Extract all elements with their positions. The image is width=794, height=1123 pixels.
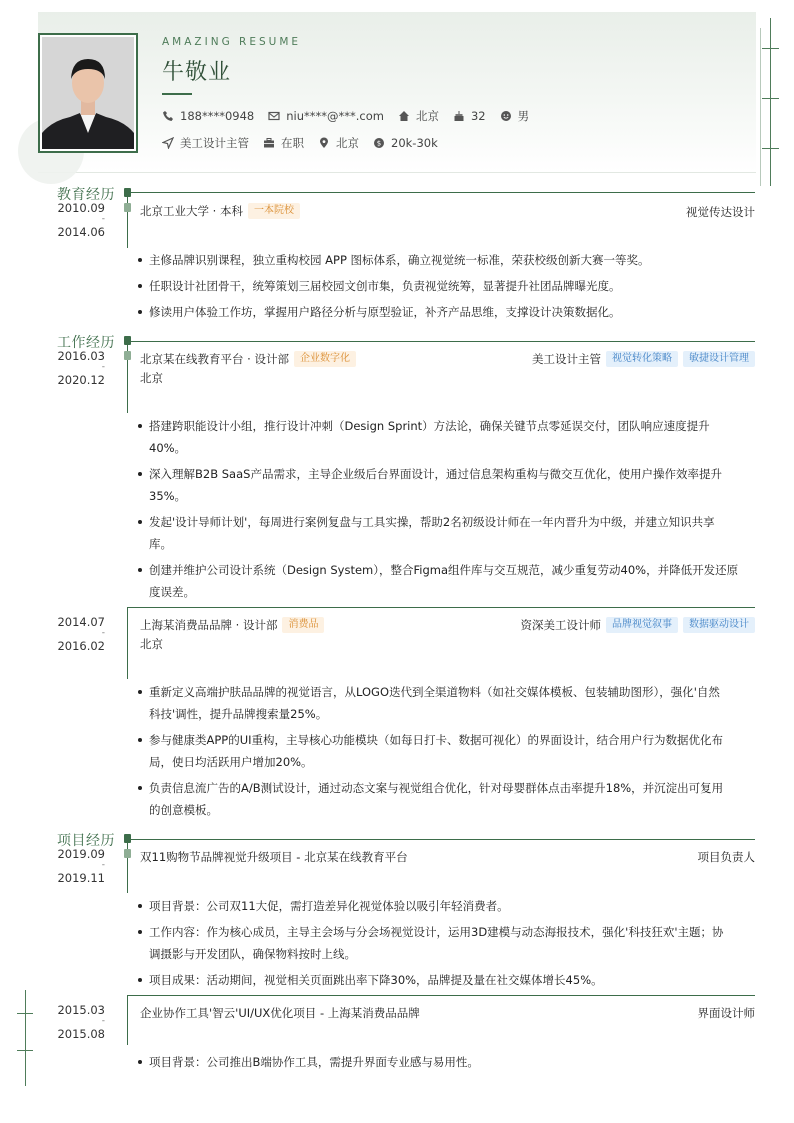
bullet-line: 工作内容：作为核心成员，主导主会场与分会场视觉设计，运用3D建模与动态海报技术，强化'科技狂欢'主题；协 <box>149 925 724 939</box>
work1-end-date: 2020.12 <box>57 373 105 387</box>
intent-city <box>318 135 359 151</box>
work2-end-date: 2016.02 <box>57 639 105 653</box>
cake-icon <box>453 110 465 122</box>
work1-bullets <box>138 415 749 603</box>
list-item <box>138 921 749 965</box>
intent-city-text: 北京 <box>336 136 359 150</box>
phone-icon <box>162 110 174 122</box>
city-text: 北京 <box>415 109 439 123</box>
section-marker <box>124 188 131 197</box>
timeline-line <box>127 995 128 1045</box>
mail-icon <box>268 110 280 122</box>
work2-position: 资深美工设计师 <box>520 618 601 632</box>
work1-position: 美工设计主管 <box>532 352 601 366</box>
entry-divider <box>128 995 755 996</box>
intent-status-text: 在职 <box>281 136 304 150</box>
list-item: 修读用户体验工作坊，掌握用户路径分析与原型验证，补齐产品思维，支撑设计决策数据化。 <box>138 301 749 327</box>
bullet-line: 的创意模板。 <box>149 803 218 817</box>
list-item: 项目成果：活动期间，视觉相关页面跳出率下降30%，品牌提及量在社交媒体增长45%。 <box>138 969 749 991</box>
contact-email <box>268 109 384 123</box>
contact-city <box>398 108 439 124</box>
intent-status <box>263 135 304 151</box>
svg-text:$: $ <box>376 139 382 148</box>
work2-skill-tag: 数据驱动设计 <box>683 617 755 633</box>
list-item <box>138 681 749 725</box>
bullet-line: 参与健康类APP的UI重构，主导核心功能模块（如每日打卡、数据可视化）的界面设计，结合用户行为数据优化布 <box>149 733 724 747</box>
intent-salary-text: 20k-30k <box>391 136 438 150</box>
job-intent-row <box>162 135 452 151</box>
bullet-line: 调摄影与开发团队，确保物料按时上线。 <box>149 947 356 961</box>
work1-skill-tag: 视觉转化策略 <box>606 351 678 367</box>
bullet-line: 35%。 <box>149 489 187 503</box>
proj1-end-date: 2019.11 <box>57 871 105 885</box>
smile-icon <box>500 110 512 122</box>
decor-tick-right <box>762 48 779 49</box>
decor-line-left <box>25 990 26 1086</box>
send-icon <box>162 137 174 149</box>
work1-industry-tag: 企业数字化 <box>294 351 356 367</box>
decor-tick-right <box>762 98 779 99</box>
contact-phone <box>162 109 254 123</box>
proj2-start-date: 2015.03 <box>57 1003 105 1017</box>
intent-salary <box>373 136 438 150</box>
edu-start-date: 2010.09 <box>57 201 105 215</box>
resume-tagline: AMAZING RESUME <box>162 36 302 48</box>
contact-gender <box>500 108 530 124</box>
entry-marker <box>124 203 131 212</box>
edu-school-line <box>140 203 300 219</box>
bullet-line: 深入理解B2B SaaS产品需求，主导企业级后台界面设计，通过信息架构重构与微交互优化，使用户操作效率提升 <box>149 467 722 481</box>
date-separator: - <box>101 628 105 638</box>
entry-divider <box>128 607 755 608</box>
work1-position-line <box>532 351 755 367</box>
bullet-line: 搭建跨职能设计小组，推行设计冲刺（Design Sprint）方法论，确保关键节点零延误交付，团队响应速度提升 <box>149 419 710 433</box>
bullet-line: 创建并维护公司设计系统（Design System），整合Figma组件库与交互规范，减少重复劳动40%，并降低开发还原 <box>149 563 739 577</box>
section-title-education: 教育经历 <box>57 187 115 203</box>
contact-row <box>162 108 543 124</box>
candidate-name: 牛敬业 <box>162 60 232 85</box>
decor-line-right-inner <box>760 28 761 186</box>
intent-position-text: 美工设计主管 <box>180 136 249 150</box>
age-text: 32 <box>470 109 486 123</box>
section-title-work: 工作经历 <box>57 335 115 351</box>
work2-company-line <box>140 617 324 633</box>
bullet-line: 科技'调性，提升品牌搜索量25%。 <box>149 707 328 721</box>
edu-major: 视觉传达设计 <box>686 205 755 219</box>
list-item <box>138 559 749 603</box>
date-separator: - <box>101 362 105 372</box>
section-marker <box>124 834 131 843</box>
work2-industry-tag: 消费品 <box>282 617 324 633</box>
contact-age <box>453 109 486 123</box>
proj1-bullets <box>138 895 749 991</box>
list-item <box>138 511 749 555</box>
list-item <box>138 777 749 821</box>
section-marker <box>124 336 131 345</box>
list-item <box>138 415 749 459</box>
bullet-line: 负责信息流广告的A/B测试设计，通过动态文案与视觉组合优化，针对母婴群体点击率提升18%，并沉淀出可复用 <box>149 781 724 795</box>
entry-marker <box>124 351 131 360</box>
list-item <box>138 463 749 507</box>
list-item: 项目背景：公司推出B端协作工具，需提升界面专业感与易用性。 <box>138 1051 749 1073</box>
section-divider <box>131 839 755 840</box>
work2-company: 上海某消费品品牌 · 设计部 <box>140 618 278 632</box>
section-divider <box>131 341 755 342</box>
edu-school: 北京工业大学 · 本科 <box>140 204 243 218</box>
timeline-line <box>127 607 128 679</box>
decor-tick-right <box>762 148 779 149</box>
list-item: 任职设计社团骨干，统筹策划三届校园文创市集，负责视觉统筹，显著提升社团品牌曝光度。 <box>138 275 749 301</box>
proj2-name: 企业协作工具'智云'UI/UX优化项目 - 上海某消费品品牌 <box>140 1006 420 1020</box>
phone-text: 188****0948 <box>180 109 255 123</box>
section-title-projects: 项目经历 <box>57 833 115 849</box>
edu-end-date: 2014.06 <box>57 225 105 239</box>
proj1-name: 双11购物节品牌视觉升级项目 - 北京某在线教育平台 <box>140 850 408 864</box>
section-divider <box>131 192 755 193</box>
coin-icon <box>373 137 385 149</box>
bullet-line: 重新定义高端护肤品品牌的视觉语言，从LOGO迭代到全渠道物料（如社交媒体模板、包装辅助图形），强化'自然 <box>149 685 720 699</box>
work2-skill-tag: 品牌视觉叙事 <box>606 617 678 633</box>
work1-company: 北京某在线教育平台 · 设计部 <box>140 352 289 366</box>
work1-start-date: 2016.03 <box>57 349 105 363</box>
work2-city: 北京 <box>140 637 163 651</box>
work2-start-date: 2014.07 <box>57 615 105 629</box>
work1-city: 北京 <box>140 371 163 385</box>
work1-company-line <box>140 351 356 367</box>
bullet-line: 发起'设计导师计划'，每周进行案例复盘与工具实操，帮助2名初级设计师在一年内晋升为中级，并建立知识共享 <box>149 515 715 529</box>
proj2-role: 界面设计师 <box>697 1006 755 1020</box>
home-icon <box>398 110 410 122</box>
bullet-line: 40%。 <box>149 441 187 455</box>
location-icon <box>318 137 330 149</box>
edu-school-tag: 一本院校 <box>248 203 300 219</box>
work1-skill-tag: 敏捷设计管理 <box>683 351 755 367</box>
bullet-line: 度误差。 <box>149 585 195 599</box>
work2-position-line <box>521 617 756 633</box>
decor-line-right <box>770 18 771 186</box>
bullet-line: 局，使日均活跃用户增加20%。 <box>149 755 313 769</box>
proj1-start-date: 2019.09 <box>57 847 105 861</box>
edu-bullets <box>138 249 749 327</box>
entry-marker <box>124 849 131 858</box>
list-item: 主修品牌识别课程，独立重构校园 APP 图标体系，确立视觉统一标准，荣获校级创新大赛一等奖。 <box>138 249 749 275</box>
date-separator: - <box>101 1016 105 1026</box>
proj2-end-date: 2015.08 <box>57 1027 105 1041</box>
profile-photo <box>42 37 134 149</box>
list-item <box>138 729 749 773</box>
proj2-bullets <box>138 1051 749 1073</box>
intent-position <box>162 135 249 151</box>
name-underline <box>162 93 192 95</box>
date-separator: - <box>101 214 105 224</box>
bullet-line: 库。 <box>149 537 172 551</box>
gender-text: 男 <box>517 109 530 123</box>
email-text: niu****@***.com <box>286 109 384 123</box>
list-item: 项目背景：公司双11大促，需打造差异化视觉体验以吸引年轻消费者。 <box>138 895 749 921</box>
decor-tick-left <box>17 1050 33 1051</box>
work2-bullets <box>138 681 749 821</box>
date-separator: - <box>101 860 105 870</box>
briefcase-icon <box>263 137 275 149</box>
decor-tick-left <box>17 1013 33 1014</box>
proj1-role: 项目负责人 <box>697 850 755 864</box>
